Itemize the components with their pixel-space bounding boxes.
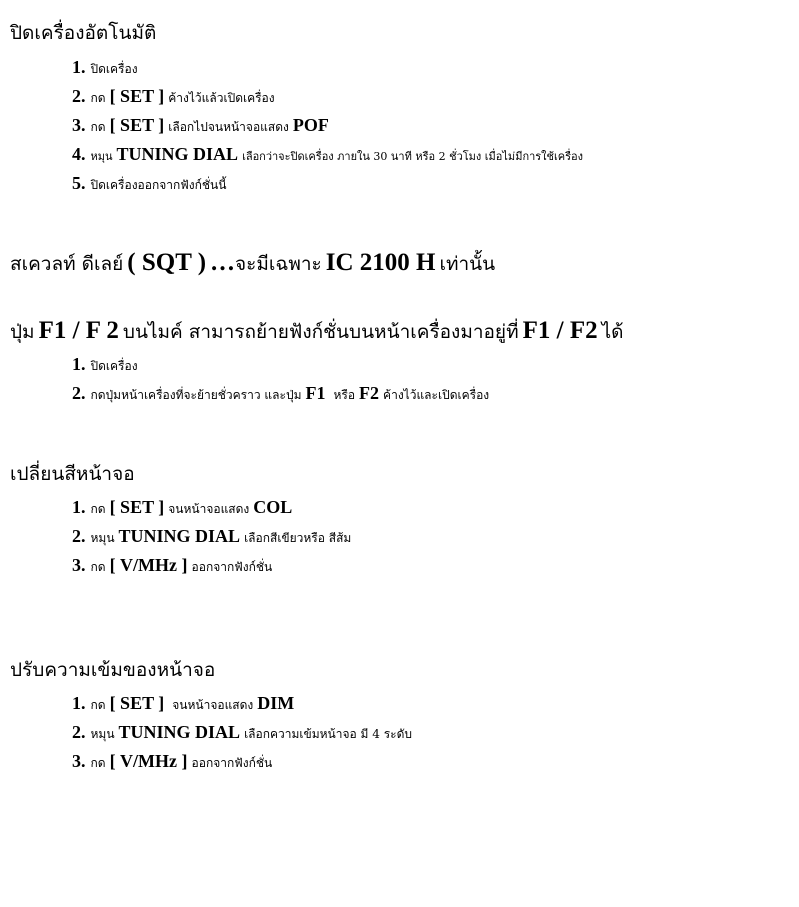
step-number: 1. xyxy=(72,57,86,77)
step-text: กด xyxy=(90,91,106,105)
power-off-step-2 xyxy=(72,87,275,105)
key-label: TUNING DIAL xyxy=(118,722,241,742)
squelch-code: ( SQT ) xyxy=(127,249,207,276)
step-text: กด xyxy=(90,560,106,574)
step-number: 1. xyxy=(72,354,86,374)
f-keys: F1 / F 2 xyxy=(38,317,119,344)
step-text: หรือ xyxy=(333,388,356,402)
power-off-step-1 xyxy=(72,58,138,76)
step-number: 5. xyxy=(72,173,86,193)
display-code: COL xyxy=(253,497,293,517)
color-step-3 xyxy=(72,556,272,574)
step-text: เลือกความเข้มหน้าจอ มี 4 ระดับ xyxy=(244,727,412,741)
display-code: POF xyxy=(292,115,329,135)
color-heading: เปลี่ยนสีหน้าจอ xyxy=(10,463,135,485)
step-text: ปิดเครื่อง xyxy=(90,62,138,76)
key-label: TUNING DIAL xyxy=(116,144,239,164)
step-text: กด xyxy=(90,756,106,770)
step-number: 4. xyxy=(72,144,86,164)
key-label: [ V/MHz ] xyxy=(109,751,188,771)
step-text: กด xyxy=(90,502,106,516)
squelch-text-2: จะมีเฉพาะ xyxy=(235,253,322,275)
step-text: กด xyxy=(90,120,106,134)
step-number: 3. xyxy=(72,751,86,771)
step-text: หมุน xyxy=(90,531,115,545)
color-step-2 xyxy=(72,527,351,545)
model-name: IC 2100 H xyxy=(325,249,436,276)
step-text: ปิดเครื่อง xyxy=(90,359,138,373)
dimmer-step-3 xyxy=(72,752,272,770)
step-text: ค้างไว้และเปิดเครื่อง xyxy=(383,388,490,402)
power-off-step-4 xyxy=(72,145,583,163)
f-buttons-heading xyxy=(10,318,624,343)
step-number: 1. xyxy=(72,497,86,517)
squelch-heading xyxy=(10,250,495,275)
color-step-1 xyxy=(72,498,292,516)
step-text: เลือกไปจนหน้าจอแสดง xyxy=(168,120,289,134)
dimmer-step-1 xyxy=(72,694,294,712)
f-text-2: บนไมค์ สามารถย้ายฟังก์ชั่นบนหน้าเครื่องมาอยู่ที่ xyxy=(122,321,519,343)
key-label: [ V/MHz ] xyxy=(109,555,188,575)
f-buttons-step-1 xyxy=(72,355,138,373)
step-text: เลือกว่าจะปิดเครื่อง ภายใน 30 นาที หรือ 2 ชั่วโมง เมื่อไม่มีการใช้เครื่อง xyxy=(242,150,584,163)
key-label: [ SET ] xyxy=(109,115,165,135)
key-label: [ SET ] xyxy=(109,497,165,517)
f-keys-target: F1 / F2 xyxy=(522,317,598,344)
key-label: F2 xyxy=(359,383,380,403)
step-number: 3. xyxy=(72,555,86,575)
dimmer-heading: ปรับความเข้มของหน้าจอ xyxy=(10,659,216,681)
step-text: กด xyxy=(90,698,106,712)
squelch-text-1: สเควลท์ ดีเลย์ xyxy=(10,253,124,275)
step-number: 2. xyxy=(72,722,86,742)
step-text: หมุน xyxy=(90,150,113,163)
power-off-step-5 xyxy=(72,174,226,192)
step-number: 2. xyxy=(72,526,86,546)
step-number: 2. xyxy=(72,383,86,403)
step-text: ปิดเครื่องออกจากฟังก์ชั่นนี้ xyxy=(90,178,227,192)
f-buttons-step-2 xyxy=(72,384,489,402)
key-label: [ SET ] xyxy=(109,693,165,713)
key-label: TUNING DIAL xyxy=(118,526,241,546)
display-code: DIM xyxy=(257,693,295,713)
step-text: กดปุ่มหน้าเครื่องที่จะย้ายชั่วคราว และปุ่ม xyxy=(90,388,302,402)
step-text: เลือกสีเขียวหรือ สีส้ม xyxy=(244,531,352,545)
step-number: 1. xyxy=(72,693,86,713)
f-text-1: ปุ่ม xyxy=(10,321,35,343)
step-number: 3. xyxy=(72,115,86,135)
ellipsis: … xyxy=(210,249,236,276)
dimmer-step-2 xyxy=(72,723,412,741)
power-off-step-3 xyxy=(72,116,329,134)
key-label: F1 xyxy=(305,383,326,403)
squelch-text-3: เท่านั้น xyxy=(439,253,496,275)
step-number: 2. xyxy=(72,86,86,106)
power-off-heading: ปิดเครื่องอัตโนมัติ xyxy=(10,22,157,44)
step-text: ออกจากฟังก์ชั่น xyxy=(191,560,273,574)
f-text-3: ได้ xyxy=(601,321,624,343)
step-text: ออกจากฟังก์ชั่น xyxy=(191,756,273,770)
step-text: หมุน xyxy=(90,727,115,741)
step-text: จนหน้าจอแสดง xyxy=(172,698,254,712)
step-text: จนหน้าจอแสดง xyxy=(168,502,250,516)
key-label: [ SET ] xyxy=(109,86,165,106)
step-text: ค้างไว้แล้วเปิดเครื่อง xyxy=(168,91,275,105)
